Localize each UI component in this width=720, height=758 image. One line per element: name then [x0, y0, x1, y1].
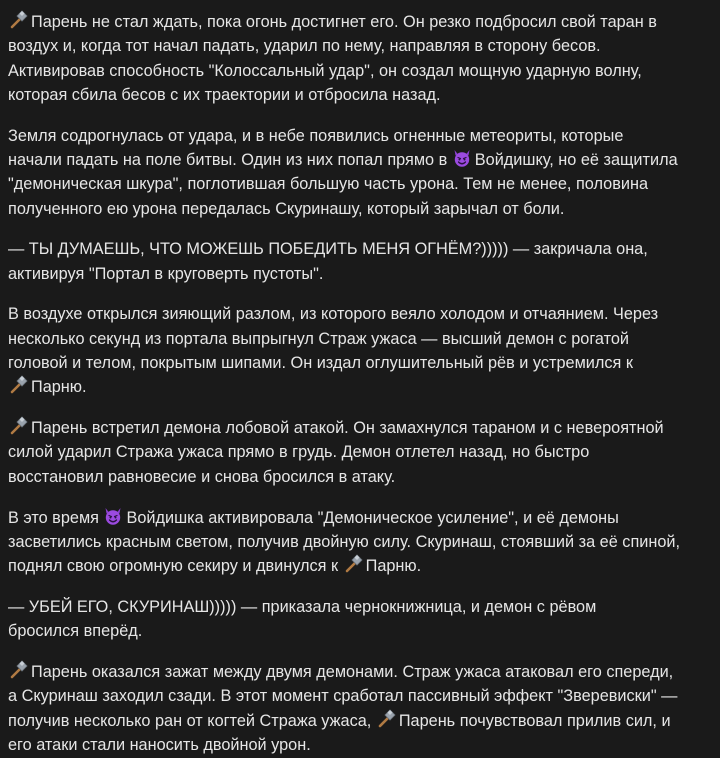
text-segment: Активировав способность "Колоссальный удар", он создал мощную ударную волну,	[8, 61, 642, 80]
text-segment: — УБЕЙ ЕГО, СКУРИНАШ))))) — приказала чернокнижница, и демон с рёвом	[8, 597, 597, 616]
text-segment: поднял свою огромную секиру и двинулся к	[8, 557, 343, 576]
hammer-icon	[8, 416, 28, 436]
smiling-imp-icon	[452, 148, 472, 168]
hammer-icon	[8, 10, 28, 30]
text-segment: засветились красным светом, получив двойную силу. Скуринаш, стоявший за её спиной,	[8, 532, 681, 551]
text-line	[8, 197, 712, 221]
text-line	[8, 465, 712, 489]
text-segment: которая сбила бесов с их траектории и отбросила назад.	[8, 85, 441, 104]
text-line	[8, 124, 712, 148]
text-line	[8, 733, 712, 757]
hammer-icon	[8, 660, 28, 680]
hammer-icon	[343, 554, 363, 574]
text-line	[8, 237, 712, 261]
text-segment: Парень оказался зажат между двумя демонами. Страж ужаса атаковал его спереди,	[31, 663, 674, 682]
story-paragraph	[8, 124, 712, 221]
text-line	[8, 34, 712, 58]
text-line	[8, 554, 712, 578]
text-line	[8, 709, 712, 733]
text-segment: "демоническая шкура", поглотившая большую часть урона. Тем не менее, половина	[8, 175, 649, 194]
hammer-icon	[376, 709, 396, 729]
text-segment: Земля содрогнулась от удара, и в небе появились огненные метеориты, которые	[8, 126, 624, 145]
text-segment: Войдишка активировала "Демоническое усиление", и её демоны	[126, 508, 619, 527]
text-line	[8, 684, 712, 708]
text-segment: бросился вперёд.	[8, 622, 143, 641]
story-paragraph	[8, 302, 712, 399]
text-segment: Парню.	[365, 557, 422, 576]
text-segment: головой и телом, покрытым шипами. Он издал оглушительный рёв и устремился к	[8, 354, 633, 373]
story-paragraph	[8, 595, 712, 644]
text-line	[8, 148, 712, 172]
text-segment: начали падать на поле битвы. Один из них попал прямо в	[8, 150, 452, 169]
text-segment: восстановил равновесие и снова бросился в атаку.	[8, 467, 396, 486]
text-line	[8, 10, 712, 34]
text-segment: активируя "Портал в круговерть пустоты".	[8, 264, 324, 283]
text-line	[8, 530, 712, 554]
text-line	[8, 440, 712, 464]
story-paragraph	[8, 237, 712, 286]
text-line	[8, 506, 712, 530]
text-line	[8, 416, 712, 440]
text-line	[8, 59, 712, 83]
text-segment: воздух и, когда тот начал падать, ударил по нему, направляя в сторону бесов.	[8, 37, 601, 56]
story-paragraph	[8, 10, 712, 107]
story-paragraph	[8, 416, 712, 489]
story-paragraph	[8, 660, 712, 757]
text-line	[8, 351, 712, 375]
text-segment: В воздухе открылся зияющий разлом, из которого веяло холодом и отчаянием. Через	[8, 305, 659, 324]
text-segment: Войдишку, но её защитила	[474, 150, 678, 169]
text-segment: Парень встретил демона лобовой атакой. Он замахнулся тараном и с невероятной	[31, 419, 664, 438]
text-segment: полученного ею урона передалась Скуринашу, который зарычал от боли.	[8, 199, 565, 218]
hammer-icon	[8, 375, 28, 395]
text-segment: Парню.	[31, 378, 87, 397]
text-segment: получив несколько ран от когтей Стража ужаса,	[8, 711, 376, 730]
text-segment: несколько секунд из портала выпрыгнул Страж ужаса — высший демон с рогатой	[8, 329, 630, 348]
text-segment: силой ударил Стража ужаса прямо в грудь. Демон отлетел назад, но быстро	[8, 443, 590, 462]
text-line	[8, 262, 712, 286]
text-line	[8, 595, 712, 619]
story-paragraph	[8, 506, 712, 579]
text-line	[8, 302, 712, 326]
text-line	[8, 619, 712, 643]
smiling-imp-icon	[103, 506, 123, 526]
text-segment: Парень не стал ждать, пока огонь достигнет его. Он резко подбросил свой таран в	[31, 13, 657, 31]
text-segment: — ТЫ ДУМАЕШЬ, ЧТО МОЖЕШЬ ПОБЕДИТЬ МЕНЯ ОГНЁМ?))))) — закричала она,	[8, 240, 648, 259]
text-segment: его атаки стали наносить двойной урон.	[8, 735, 311, 754]
text-segment: В это время	[8, 508, 104, 527]
text-line	[8, 660, 712, 684]
text-line	[8, 172, 712, 196]
text-segment: Парень почувствовал прилив сил, и	[398, 711, 671, 730]
text-line	[8, 327, 712, 351]
text-segment: а Скуринаш заходил сзади. В этот момент сработал пассивный эффект "Зверевиски" —	[8, 687, 678, 706]
text-line	[8, 375, 712, 399]
text-line	[8, 83, 712, 107]
